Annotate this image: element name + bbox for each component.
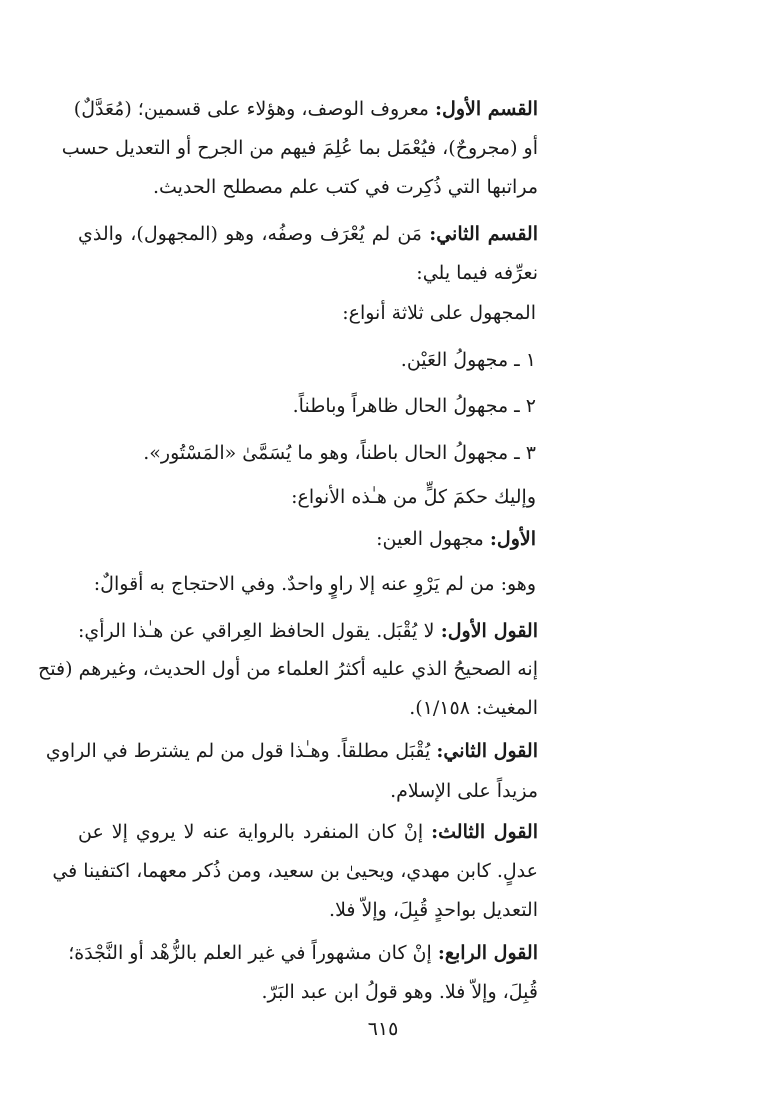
- line-text: يُقْبَل مطلقاً. وهـٰذا قول من لم يشترط في الراوي: [45, 740, 431, 762]
- text-line: المجهول على ثلاثة أنواع:: [342, 302, 536, 324]
- line-text: مجهول العين:: [376, 528, 484, 550]
- section-label: القول الرابع:: [437, 942, 538, 964]
- text-line: عدلٍ. كابن مهدي، ويحيىٰ بن سعيد، ومن ذُكر معهما، اكتفينا في: [52, 860, 538, 882]
- section-label: القسم الأول:: [435, 98, 538, 120]
- text-line: إنه الصحيحُ الذي عليه أكثرُ العلماء من أول الحديث، وغيرهم (فتح: [38, 658, 538, 680]
- text-line: أو (مجروحٌ)، فيُعْمَل بما عُلِمَ فيهم من الجرح أو التعديل حسب: [61, 137, 538, 159]
- text-line: [73, 97, 538, 121]
- text-line: [68, 941, 538, 965]
- text-line: [45, 739, 538, 763]
- text-line: نعرِّفه فيما يلي:: [416, 262, 538, 284]
- line-text: إنْ كان المنفرد بالرواية عنه لا يروي إلا عن: [78, 821, 424, 843]
- text-line: قُبِلَ، وإلاّ فلا. وهو قولُ ابن عبد البَرّ.: [261, 981, 538, 1003]
- text-line: مراتبها التي ذُكِرت في كتب علم مصطلح الحديث.: [152, 176, 538, 198]
- section-label: القسم الثاني:: [429, 223, 538, 245]
- section-label: القول الأول:: [440, 620, 538, 642]
- text-line: مزيداً على الإسلام.: [390, 780, 538, 802]
- text-line: التعديل بواحدٍ قُبِلَ، وإلاّ فلا.: [329, 899, 538, 921]
- text-line: [78, 820, 538, 844]
- list-item: ٣ ـ مجهولُ الحال باطناً، وهو ما يُسَمَّىٰ «المَسْتُور».: [143, 442, 536, 464]
- section-label: الأول:: [489, 528, 536, 550]
- list-item: ١ ـ مجهولُ العَيْن.: [400, 349, 536, 371]
- text-line: [78, 222, 538, 246]
- page-number: ٦١٥: [367, 1018, 399, 1040]
- line-text: إنْ كان مشهوراً في غير العلم بالزُّهْد أو النَّجْدَة؛: [68, 942, 432, 964]
- text-line: المغيث: ١/١٥٨).: [409, 697, 538, 719]
- line-text: مَن لم يُعْرَف وصفُه، وهو (المجهول)، والذي: [78, 223, 422, 245]
- text-line: [76, 527, 536, 551]
- list-item: ٢ ـ مجهولُ الحال ظاهراً وباطناً.: [292, 395, 536, 417]
- line-text: لا يُقْبَل. يقول الحافظ العِراقي عن هـٰذا الرأي:: [78, 620, 435, 642]
- text-line: [78, 619, 538, 643]
- text-line: وهو: من لم يَرْوِ عنه إلا راوٍ واحدٌ. وفي الاحتجاج به أقوالٌ:: [93, 573, 536, 595]
- section-label: القول الثالث:: [431, 821, 538, 843]
- line-text: معروف الوصف، وهؤلاء على قسمين؛ (مُعَدَّلٌ): [73, 98, 429, 120]
- section-label: القول الثاني:: [436, 740, 538, 762]
- text-line: وإليك حكمَ كلٍّ من هـٰذه الأنواع:: [291, 486, 536, 508]
